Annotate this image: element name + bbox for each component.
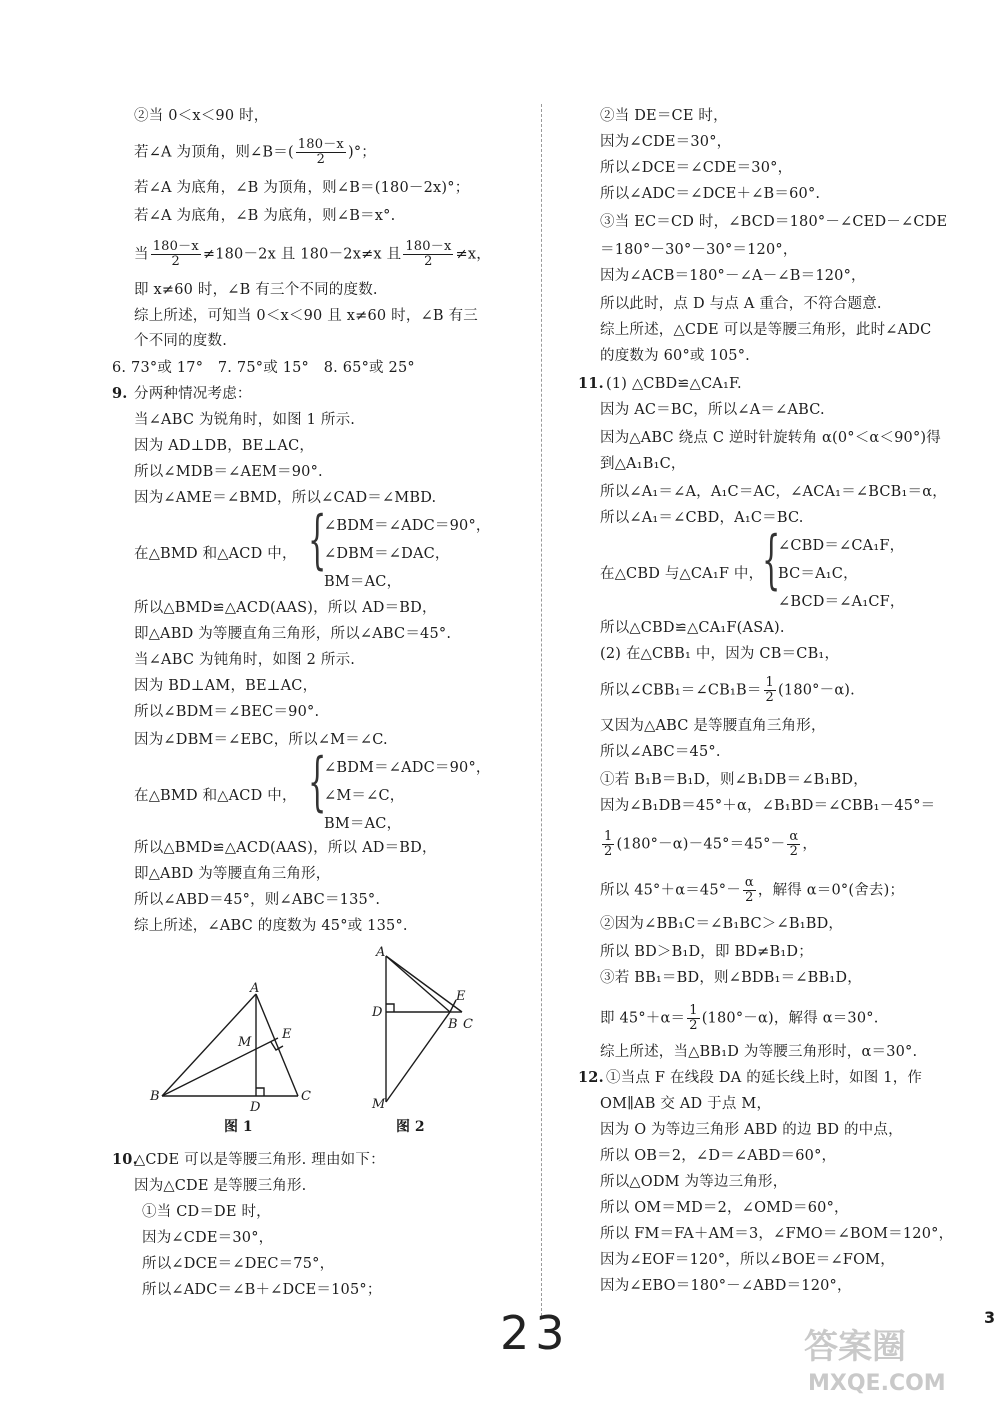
handwritten-page-mark: 23 — [500, 1306, 571, 1360]
text-line: 个不同的度数. — [134, 333, 228, 349]
fraction-numerator: 180－x — [405, 239, 452, 254]
text-line: (2) 在△CBB₁ 中，因为 CB＝CB₁， — [600, 646, 840, 662]
text-line: 所以∠ABD＝45°，则∠ABC＝135°. — [134, 892, 381, 908]
text-line: ①若 B₁B＝B₁D，则∠B₁DB＝∠B₁BD， — [600, 772, 868, 788]
fraction-numerator: 180－x — [297, 137, 344, 152]
text-line: 在△BMD 和△ACD 中， — [134, 546, 297, 562]
text-line: 若∠A 为底角，∠B 为顶角，则∠B＝(180－2x)°； — [134, 180, 470, 196]
label-d: D — [250, 1100, 261, 1115]
fraction-numerator: 1 — [604, 829, 613, 844]
question-number-11: 11. — [578, 375, 604, 392]
text-line: 所以∠DCE＝∠CDE＝30°， — [600, 160, 793, 176]
text-line: 所以 FM＝FA＋AM＝3，∠FMO＝∠BOM＝120°， — [600, 1226, 954, 1242]
text-line: 因为∠CDE＝30°， — [142, 1230, 274, 1246]
right-angle-mark-d — [386, 1004, 394, 1012]
fraction — [687, 1004, 699, 1033]
fraction-denominator: 2 — [604, 844, 613, 859]
text-line: 因为∠AME＝∠BMD，所以∠CAD＝∠MBD. — [134, 490, 437, 506]
segment-ab — [386, 956, 450, 1012]
label-b: B — [448, 1017, 458, 1032]
text-line: 因为 AC＝BC，所以∠A＝∠ABC. — [600, 402, 825, 418]
text-span: 若∠A 为顶角，则∠B＝ — [134, 144, 288, 161]
label-b: B — [150, 1089, 160, 1104]
text-line: 因为△CDE 是等腰三角形. — [134, 1178, 307, 1194]
text-line: 所以∠DCE＝∠DEC＝75°， — [142, 1256, 335, 1272]
text-line: 因为 O 为等边三角形 ABD 的边 BD 的中点， — [600, 1122, 903, 1138]
text-line: 当∠ABC 为钝角时，如图 2 所示. — [134, 652, 356, 668]
text-line: 分两种情况考虑： — [134, 386, 252, 402]
text-line: 所以∠MDB＝∠AEM＝90°. — [134, 464, 323, 480]
text-line: 所以∠ADC＝∠DCE＋∠B＝60°. — [600, 186, 821, 202]
answer-line-6-8: 6. 73°或 17° 7. 75°或 15° 8. 65°或 25° — [112, 360, 415, 376]
text-span: (180°－α)－45°＝45°－ — [616, 836, 786, 853]
fraction-numerator: 180－x — [152, 239, 199, 254]
fraction-numerator: α — [789, 829, 799, 844]
figure-1-caption: 图 1 — [224, 1119, 253, 1135]
text-line: 即△ABD 为等腰直角三角形， — [134, 866, 331, 882]
label-c: C — [463, 1017, 473, 1032]
text-line: 所以 BD＞B₁D，即 BD≠B₁D； — [600, 944, 813, 960]
text-line — [600, 1004, 879, 1033]
fraction-denominator: 2 — [171, 254, 181, 269]
text-span: ， — [802, 836, 818, 853]
column-divider — [541, 104, 542, 1316]
fraction — [296, 138, 346, 167]
text-line: 因为∠B₁DB＝45°＋α，∠B₁BD＝∠CBB₁－45°＝ — [600, 798, 936, 814]
text-span: (180°－α)，解得 α＝30°. — [701, 1010, 879, 1027]
text-line: 即 x≠60 时，∠B 有三个不同的度数. — [134, 282, 378, 298]
text-line: 所以△CBD≌△CA₁F(ASA). — [600, 620, 785, 636]
text-span: (180°－α). — [778, 682, 855, 699]
right-angle-mark-d — [256, 1088, 264, 1096]
text-line: 因为∠ACB＝180°－∠A－∠B＝120°， — [600, 268, 866, 284]
brace-line: ∠CBD＝∠CA₁F， — [778, 538, 905, 554]
text-line — [600, 830, 817, 859]
text-line: ②当 DE＝CE 时， — [600, 108, 728, 124]
text-line: 到△A₁B₁C， — [600, 456, 686, 472]
text-line: 所以△BMD≌△ACD(AAS)，所以 AD＝BD， — [134, 600, 437, 616]
figure-2 — [362, 944, 482, 1114]
label-d: D — [372, 1005, 383, 1020]
text-line: 所以∠A₁＝∠CBD，A₁C＝BC. — [600, 510, 804, 526]
text-line: 即△ABD 为等腰直角三角形，所以∠ABC＝45°. — [134, 626, 452, 642]
text-line: 所以此时，点 D 与点 A 重合，不符合题意. — [600, 296, 882, 312]
text-span: 当 — [134, 246, 149, 263]
segment-ac — [256, 994, 298, 1096]
fraction — [743, 876, 756, 905]
text-line: 所以△BMD≌△ACD(AAS)，所以 AD＝BD， — [134, 840, 437, 856]
label-m: M — [238, 1035, 252, 1050]
watermark-logo — [800, 1318, 990, 1396]
text-line: 所以 OB＝2，∠D＝∠ABD＝60°， — [600, 1148, 837, 1164]
text-line: 所以∠BDM＝∠BEC＝90°. — [134, 704, 320, 720]
figure-1 — [148, 980, 338, 1120]
question-number-9: 9. — [112, 385, 128, 402]
text-span: 所以∠CBB₁＝∠CB₁B＝ — [600, 682, 762, 699]
text-line: 所以△ODM 为等边三角形， — [600, 1174, 788, 1190]
text-line: 综上所述，△CDE 可以是等腰三角形，此时∠ADC — [600, 322, 932, 338]
segment-mb — [386, 1012, 450, 1102]
brace-symbol: { — [308, 745, 327, 819]
brace-symbol: { — [308, 503, 327, 577]
text-line: 综上所述，∠ABC 的度数为 45°或 135°. — [134, 918, 408, 934]
text-line: 的度数为 60°或 105°. — [600, 348, 750, 364]
text-line — [134, 240, 491, 269]
fraction-denominator: 2 — [765, 690, 775, 705]
label-m: M — [372, 1097, 386, 1112]
figure-2-caption: 图 2 — [396, 1119, 425, 1135]
fraction-numerator: α — [744, 875, 754, 890]
text-line: 因为∠EBO＝180°－∠ABD＝120°， — [600, 1278, 852, 1294]
fraction — [764, 676, 776, 705]
text-line: 因为∠DBM＝∠EBC，所以∠M＝∠C. — [134, 732, 388, 748]
paren: ( — [287, 144, 294, 161]
text-line: 在△BMD 和△ACD 中， — [134, 788, 297, 804]
text-line: 当∠ABC 为锐角时，如图 1 所示. — [134, 412, 356, 428]
text-line: 因为∠CDE＝30°， — [600, 134, 732, 150]
text-line: 综上所述，当△BB₁D 为等腰三角形时，α＝30°. — [600, 1044, 918, 1060]
fraction — [403, 240, 453, 269]
brace-line: ∠BDM＝∠ADC＝90°， — [324, 518, 491, 534]
text-line: 所以 OM＝MD＝2，∠OMD＝60°， — [600, 1200, 849, 1216]
label-e: E — [456, 989, 466, 1004]
text-line: △CDE 可以是等腰三角形. 理由如下： — [134, 1152, 385, 1168]
text-line: 若∠A 为底角，∠B 为底角，则∠B＝x°. — [134, 208, 396, 224]
question-number-10: 10. — [112, 1151, 138, 1168]
text-line: ②因为∠BB₁C＝∠B₁BC＞∠B₁BD， — [600, 916, 844, 932]
text-line: 所以∠ADC＝∠B＋∠DCE＝105°； — [142, 1282, 382, 1298]
text-line: ③若 BB₁＝BD，则∠BDB₁＝∠BB₁D， — [600, 970, 862, 986]
brace-line: ∠M＝∠C， — [324, 788, 405, 804]
label-c: C — [301, 1089, 311, 1104]
brace-line: BC＝A₁C， — [778, 566, 858, 582]
fraction — [151, 240, 201, 269]
text-line: 所以∠ABC＝45°. — [600, 744, 721, 760]
brace-line: ∠BCD＝∠A₁CF， — [778, 594, 905, 610]
brace-line: BM＝AC， — [324, 816, 402, 832]
text-span: ≠x， — [455, 246, 491, 263]
fraction — [787, 830, 800, 859]
text-span: ，解得 α＝0°(舍去)； — [757, 882, 905, 899]
text-span: ≠180－2x 且 180－2x≠x 且 — [202, 246, 402, 263]
brace-line: ∠DBM＝∠DAC， — [324, 546, 450, 562]
text-line: OM∥AB 交 AD 于点 M， — [600, 1096, 772, 1112]
text-line: ②当 0＜x＜90 时， — [134, 108, 269, 124]
text-line — [600, 876, 904, 905]
text-line: 所以∠A₁＝∠A，A₁C＝AC，∠ACA₁＝∠BCB₁＝α， — [600, 484, 947, 500]
watermark-url: MXQE.COM — [808, 1371, 946, 1396]
fraction-denominator: 2 — [424, 254, 433, 269]
text-line: ＝180°－30°－30°＝120°， — [600, 242, 798, 258]
question-number-12: 12. — [578, 1069, 604, 1086]
text-line — [600, 676, 855, 705]
text-line: 在△CBD 与△CA₁F 中， — [600, 566, 764, 582]
label-a: A — [376, 945, 386, 960]
fraction — [602, 830, 614, 859]
text-line: 综上所述，可知当 0＜x＜90 且 x≠60 时，∠B 有三 — [134, 308, 478, 324]
text-line: ③当 EC＝CD 时，∠BCD＝180°－∠CED－∠CDE — [600, 214, 948, 230]
fraction-denominator: 2 — [689, 1018, 698, 1033]
text-span: 所以 45°＋α＝45°－ — [600, 882, 741, 899]
text-line — [134, 138, 376, 167]
text-line: 又因为△ABC 是等腰直角三角形， — [600, 718, 826, 734]
paren: ) — [347, 144, 354, 161]
watermark-text: 答案圈 — [804, 1327, 906, 1367]
fraction-denominator: 2 — [789, 844, 799, 859]
page-number: 3 — [984, 1308, 996, 1327]
text-span: 即 45°＋α＝ — [600, 1010, 686, 1027]
text-line: 因为∠EOF＝120°，所以∠BOE＝∠FOM， — [600, 1252, 895, 1268]
text-line: ①当点 F 在线段 DA 的延长线上时，如图 1，作 — [606, 1070, 923, 1086]
brace-line: BM＝AC， — [324, 574, 402, 590]
fraction-numerator: 1 — [689, 1003, 698, 1018]
brace-line: ∠BDM＝∠ADC＝90°， — [324, 760, 491, 776]
label-a: A — [250, 981, 260, 996]
text-line: ①当 CD＝DE 时， — [142, 1204, 271, 1220]
fraction-numerator: 1 — [765, 675, 775, 690]
segment-ac — [386, 956, 462, 1012]
label-e: E — [282, 1027, 292, 1042]
text-line: 因为△ABC 绕点 C 逆时针旋转角 α(0°＜α＜90°)得 — [600, 430, 941, 446]
text-line: (1) △CBD≌△CA₁F. — [606, 376, 742, 392]
text-line: 因为 AD⊥DB，BE⊥AC， — [134, 438, 315, 454]
brace-symbol: { — [762, 523, 781, 597]
text-span: °； — [353, 144, 376, 161]
fraction-denominator: 2 — [745, 890, 754, 905]
fraction-denominator: 2 — [316, 152, 326, 167]
text-line: 因为 BD⊥AM，BE⊥AC， — [134, 678, 318, 694]
